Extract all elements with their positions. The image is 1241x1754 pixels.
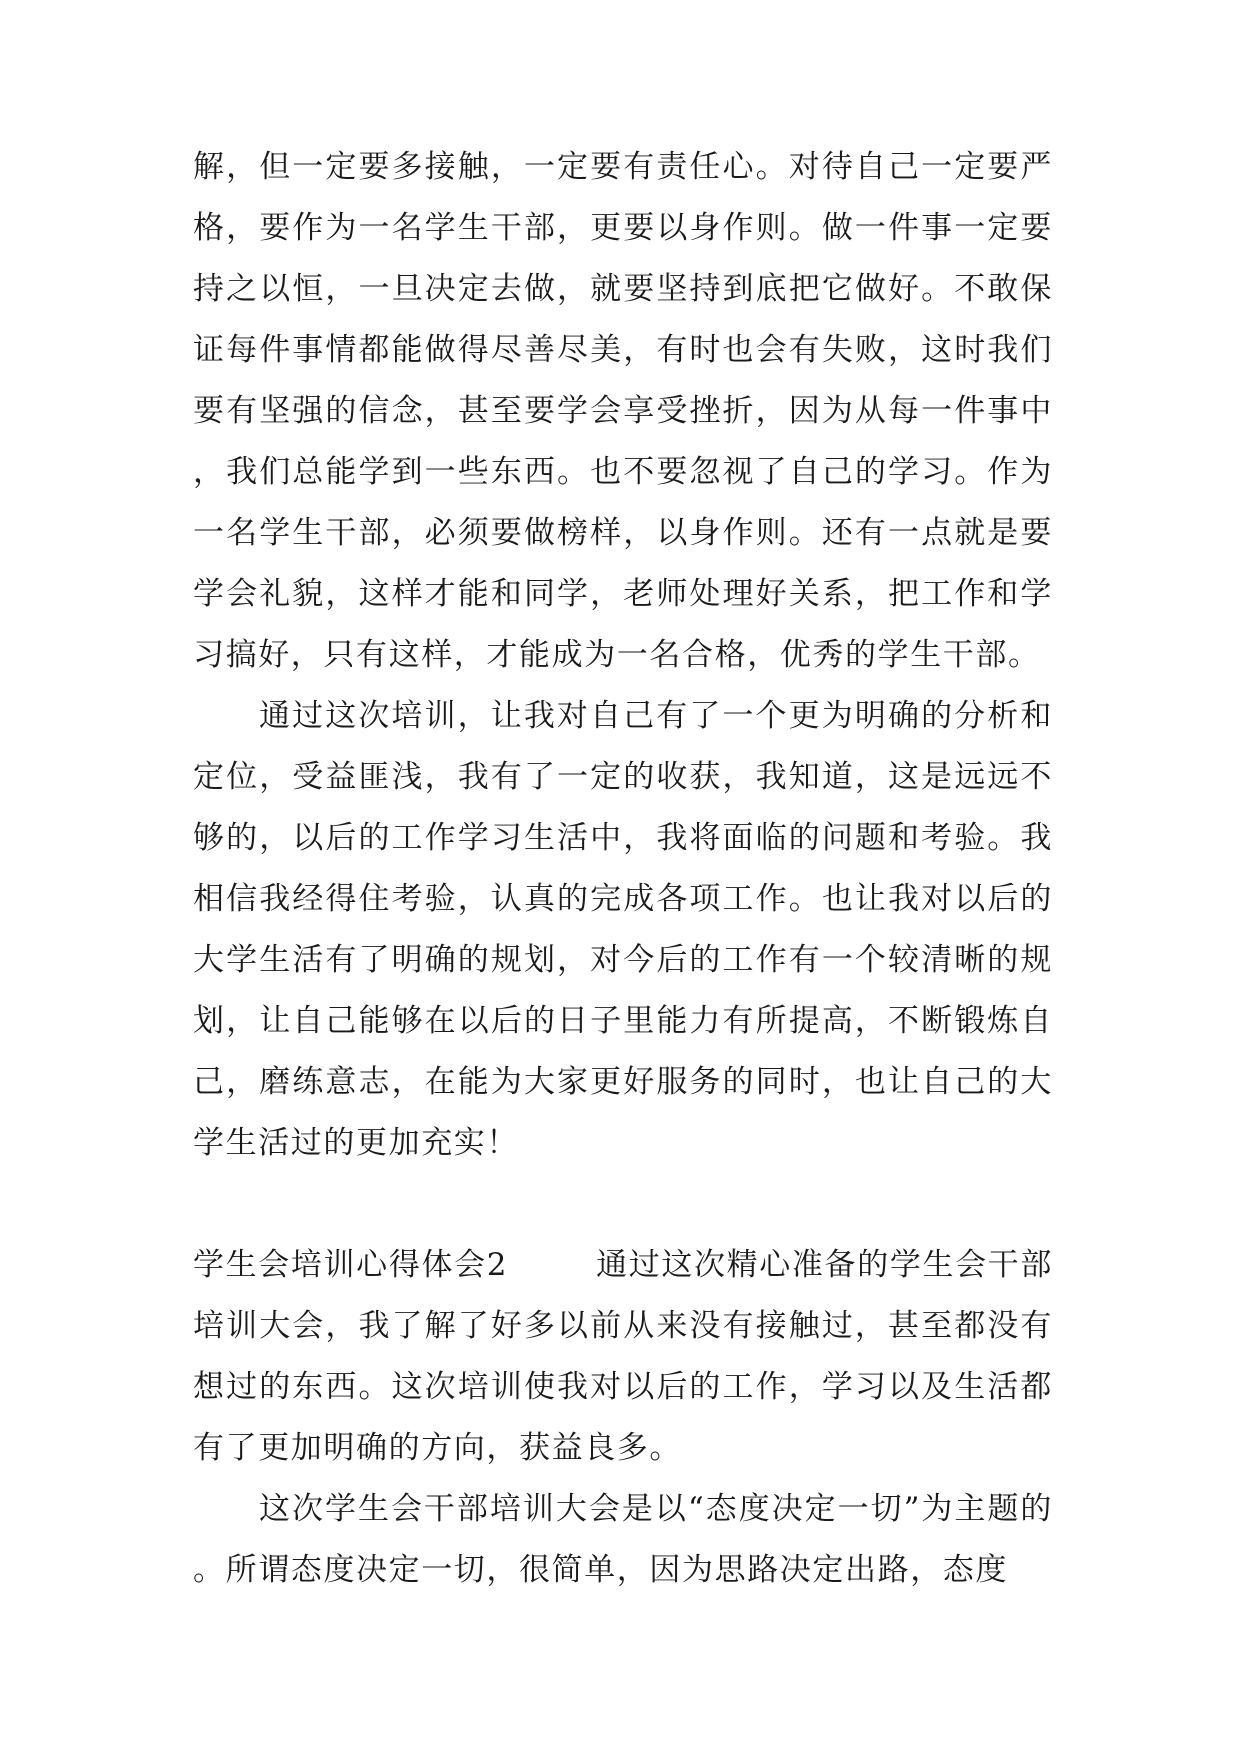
- section-2-intro-text: 通过这次精心准备的学生会干部培训大会，我了解了好多以前从来没有接触过，甚至都没有想过的东西。这次培训使我对以后的工作，学习以及生活都有了更加明确的方向，获益良多。: [193, 1247, 1053, 1466]
- section-2-intro: [193, 1235, 1053, 1479]
- paragraph-theme: 这次学生会干部培训大会是以“态度决定一切”为主题的。所谓态度决定一切，很简单，因为思路决定出路，态度: [193, 1491, 1053, 1588]
- section-heading: 学生会培训心得体会2: [193, 1247, 509, 1283]
- paragraph-training-reflection: 通过这次培训，让我对自己有了一个更为明确的分析和定位，受益匪浅，我有了一定的收获，我知道，这是远远不够的，以后的工作学习生活中，我将面临的问题和考验。我相信我经得住考验，认真的完成各项工作。也让我对以后的大学生活有了明确的规划，对今后的工作有一个较清晰的规划，让自己能够在以后的日子里能力有所提高，不断锻炼自己，磨练意志，在能为大家更好服务的同时，也让自己的大学生活过的更加充实！: [193, 698, 1053, 1161]
- document-body: [193, 137, 1053, 1601]
- section-spacer: [193, 1174, 1053, 1235]
- paragraph-continued: 解，但一定要多接触，一定要有责任心。对待自己一定要严格，要作为一名学生干部，更要以身作则。做一件事一定要持之以恒，一旦决定去做，就要坚持到底把它做好。不敢保证每件事情都能做得尽善尽美，有时也会有失败，这时我们要有坚强的信念，甚至要学会享受挫折，因为从每一件事中，我们总能学到一些东西。也不要忽视了自己的学习。作为一名学生干部，必须要做榜样，以身作则。还有一点就是要学会礼貌，这样才能和同学，老师处理好关系，把工作和学习搞好，只有这样，才能成为一名合格，优秀的学生干部。: [193, 149, 1053, 673]
